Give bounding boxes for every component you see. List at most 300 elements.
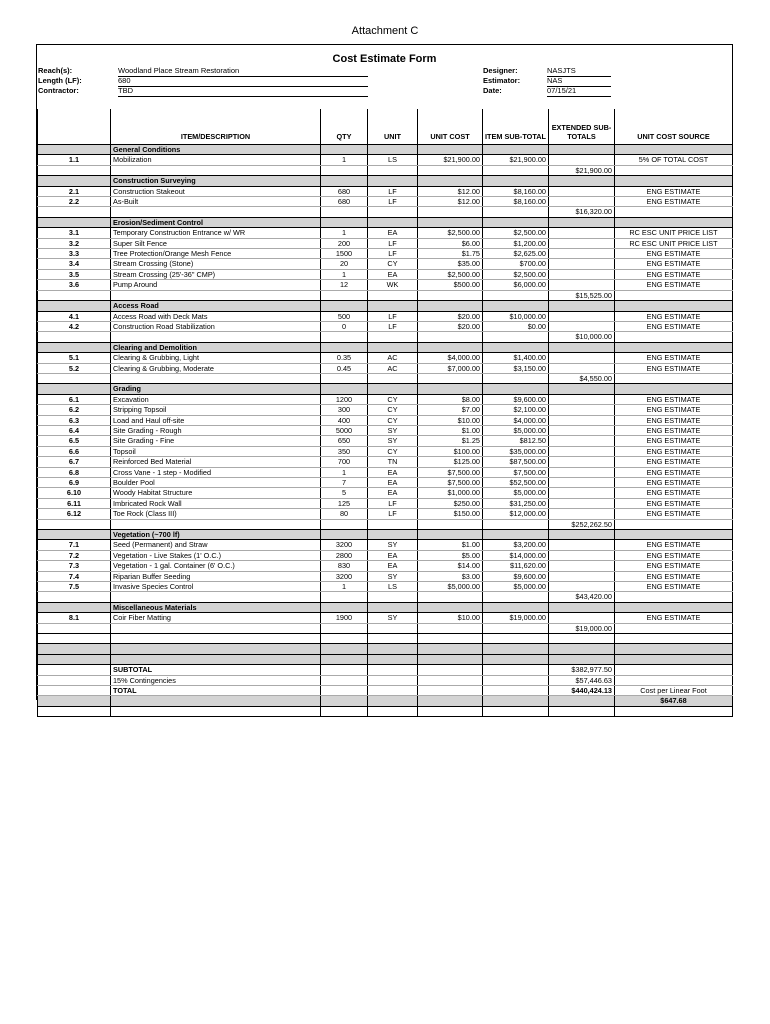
section-blank-cell <box>368 217 418 227</box>
section-header-row <box>38 145 733 155</box>
item-unit-cost: $150.00 <box>418 509 483 519</box>
item-source: ENG ESTIMATE <box>615 425 733 435</box>
spacer-cell <box>38 654 111 664</box>
item-description: Tree Protection/Orange Mesh Fence <box>111 249 321 259</box>
item-number: 6.12 <box>38 509 111 519</box>
item-number: 3.1 <box>38 228 111 238</box>
item-extended-blank <box>549 269 615 279</box>
subtotal-blank-cell <box>38 332 111 342</box>
spacer-cell <box>483 644 549 654</box>
section-title: Miscellaneous Materials <box>111 602 321 612</box>
section-blank-cell <box>483 602 549 612</box>
section-blank-cell <box>615 145 733 155</box>
subtotal-blank-cell <box>418 290 483 300</box>
table-row <box>38 280 733 290</box>
section-blank-cell <box>483 145 549 155</box>
total-label: TOTAL <box>111 686 321 696</box>
subtotal-blank-cell <box>38 207 111 217</box>
item-unit-cost: $14.00 <box>418 561 483 571</box>
spacer-cell <box>321 634 368 644</box>
table-row <box>38 405 733 415</box>
subtotal-blank-cell <box>483 373 549 383</box>
subtotal-blank-cell <box>368 165 418 175</box>
table-row <box>38 186 733 196</box>
item-source: ENG ESTIMATE <box>615 488 733 498</box>
attachment-label: Attachment C <box>351 25 419 37</box>
item-subtotal: $7,500.00 <box>483 467 549 477</box>
section-blank-cell <box>615 602 733 612</box>
table-row <box>38 498 733 508</box>
item-qty: 200 <box>321 238 368 248</box>
item-unit: CY <box>368 446 418 456</box>
section-blank-cell <box>321 176 368 186</box>
section-blank-cell <box>549 342 615 352</box>
reach-label: Reach(s): <box>38 66 73 75</box>
item-extended-blank <box>549 405 615 415</box>
header-unit-cost: UNIT COST <box>418 109 483 145</box>
item-number: 6.9 <box>38 478 111 488</box>
item-extended-blank <box>549 394 615 404</box>
item-unit-cost: $125.00 <box>418 457 483 467</box>
item-unit: LF <box>368 509 418 519</box>
item-qty: 20 <box>321 259 368 269</box>
subtotal-blank-cell <box>38 290 111 300</box>
section-subtotal-row <box>38 519 733 529</box>
item-unit-cost: $3.00 <box>418 571 483 581</box>
section-blank-cell <box>483 342 549 352</box>
item-unit-cost: $6.00 <box>418 238 483 248</box>
item-unit: SY <box>368 540 418 550</box>
section-blank-cell <box>483 530 549 540</box>
spacer-cell <box>111 654 321 664</box>
totals-blank-cell <box>483 665 549 675</box>
table-row <box>38 550 733 560</box>
section-extended-subtotal: $19,000.00 <box>549 623 615 633</box>
item-extended-blank <box>549 582 615 592</box>
item-unit-cost: $10.00 <box>418 613 483 623</box>
subtotal-blank-cell <box>111 207 321 217</box>
item-qty: 3200 <box>321 540 368 550</box>
item-unit: EA <box>368 561 418 571</box>
item-subtotal: $31,250.00 <box>483 498 549 508</box>
item-unit-cost: $2,500.00 <box>418 269 483 279</box>
item-extended-blank <box>549 478 615 488</box>
section-number-cell <box>38 342 111 352</box>
section-title: Construction Surveying <box>111 176 321 186</box>
item-unit-cost: $1.00 <box>418 425 483 435</box>
item-description: Stream Crossing (Stone) <box>111 259 321 269</box>
item-number: 5.2 <box>38 363 111 373</box>
table-row <box>38 425 733 435</box>
table-row <box>38 353 733 363</box>
item-description: Boulder Pool <box>111 478 321 488</box>
item-description: Pump Around <box>111 280 321 290</box>
spacer-cell <box>38 634 111 644</box>
section-blank-cell <box>321 301 368 311</box>
contingency-value: $57,446.63 <box>549 675 615 685</box>
item-qty: 125 <box>321 498 368 508</box>
section-header-row <box>38 342 733 352</box>
item-unit: AC <box>368 353 418 363</box>
item-description: Super Silt Fence <box>111 238 321 248</box>
section-blank-cell <box>368 384 418 394</box>
item-source: ENG ESTIMATE <box>615 582 733 592</box>
item-unit-cost: $12.00 <box>418 186 483 196</box>
item-source: ENG ESTIMATE <box>615 571 733 581</box>
item-source: ENG ESTIMATE <box>615 353 733 363</box>
header-item: ITEM/DESCRIPTION <box>111 109 321 145</box>
subtotal-label: SUBTOTAL <box>111 665 321 675</box>
subtotal-blank-cell <box>418 207 483 217</box>
subtotal-blank-cell <box>368 623 418 633</box>
item-unit-cost: $1,000.00 <box>418 488 483 498</box>
spacer-cell <box>38 644 111 654</box>
item-unit: LF <box>368 238 418 248</box>
item-description: Stream Crossing (25'-36" CMP) <box>111 269 321 279</box>
spacer-cell <box>483 654 549 664</box>
item-number: 6.8 <box>38 467 111 477</box>
table-row <box>38 394 733 404</box>
section-subtotal-row <box>38 165 733 175</box>
subtotal-blank-cell <box>111 592 321 602</box>
subtotal-blank-cell <box>321 290 368 300</box>
item-number: 5.1 <box>38 353 111 363</box>
item-qty: 1 <box>321 582 368 592</box>
item-subtotal: $2,100.00 <box>483 405 549 415</box>
totals-blank-cell <box>418 675 483 685</box>
section-number-cell <box>38 145 111 155</box>
section-blank-cell <box>368 176 418 186</box>
section-subtotal-row <box>38 623 733 633</box>
item-unit: WK <box>368 280 418 290</box>
item-extended-blank <box>549 613 615 623</box>
item-extended-blank <box>549 363 615 373</box>
item-unit: CY <box>368 415 418 425</box>
project-meta <box>38 66 378 98</box>
section-number-cell <box>38 217 111 227</box>
section-blank-cell <box>368 145 418 155</box>
section-subtotal-row <box>38 207 733 217</box>
subtotal-blank-cell <box>615 592 733 602</box>
section-extended-subtotal: $252,262.50 <box>549 519 615 529</box>
item-subtotal: $9,600.00 <box>483 571 549 581</box>
spacer-row <box>38 634 733 644</box>
item-description: Vegetation - Live Stakes (1' O.C.) <box>111 550 321 560</box>
item-description: Topsoil <box>111 446 321 456</box>
item-qty: 400 <box>321 415 368 425</box>
subtotal-blank-cell <box>615 290 733 300</box>
item-extended-blank <box>549 509 615 519</box>
item-number: 4.1 <box>38 311 111 321</box>
item-unit: TN <box>368 457 418 467</box>
item-subtotal: $2,500.00 <box>483 228 549 238</box>
section-header-row <box>38 384 733 394</box>
item-qty: 1200 <box>321 394 368 404</box>
item-qty: 1 <box>321 228 368 238</box>
subtotal-blank-cell <box>483 592 549 602</box>
item-subtotal: $3,150.00 <box>483 363 549 373</box>
estimator-label: Estimator: <box>483 76 521 85</box>
item-subtotal: $5,000.00 <box>483 425 549 435</box>
section-blank-cell <box>549 176 615 186</box>
item-description: Clearing & Grubbing, Light <box>111 353 321 363</box>
item-unit-cost: $1.00 <box>418 540 483 550</box>
section-number-cell <box>38 602 111 612</box>
subtotal-blank-cell <box>111 519 321 529</box>
spacer-row <box>38 644 733 654</box>
item-number: 8.1 <box>38 613 111 623</box>
item-unit-cost: $250.00 <box>418 498 483 508</box>
item-description: Construction Stakeout <box>111 186 321 196</box>
item-unit: LF <box>368 197 418 207</box>
section-extended-subtotal: $16,320.00 <box>549 207 615 217</box>
total-value: $440,424.13 <box>549 686 615 696</box>
item-unit-cost: $4,000.00 <box>418 353 483 363</box>
section-title: General Conditions <box>111 145 321 155</box>
item-extended-blank <box>549 436 615 446</box>
section-blank-cell <box>483 217 549 227</box>
item-number: 6.10 <box>38 488 111 498</box>
section-blank-cell <box>321 145 368 155</box>
item-description: Stripping Topsoil <box>111 405 321 415</box>
item-qty: 7 <box>321 478 368 488</box>
spacer-cell <box>321 706 368 716</box>
item-qty: 0.35 <box>321 353 368 363</box>
item-subtotal: $0.00 <box>483 321 549 331</box>
item-unit: LF <box>368 311 418 321</box>
item-qty: 650 <box>321 436 368 446</box>
item-source: ENG ESTIMATE <box>615 394 733 404</box>
item-extended-blank <box>549 249 615 259</box>
item-source: ENG ESTIMATE <box>615 311 733 321</box>
item-unit-cost: $20.00 <box>418 311 483 321</box>
table-row <box>38 540 733 550</box>
table-row <box>38 436 733 446</box>
item-unit: EA <box>368 488 418 498</box>
item-subtotal: $8,160.00 <box>483 197 549 207</box>
section-title: Clearing and Demolition <box>111 342 321 352</box>
item-description: Reinforced Bed Material <box>111 457 321 467</box>
item-unit-cost: $500.00 <box>418 280 483 290</box>
subtotal-value: $382,977.50 <box>549 665 615 675</box>
table-row <box>38 197 733 207</box>
item-extended-blank <box>549 550 615 560</box>
section-blank-cell <box>549 217 615 227</box>
item-extended-blank <box>549 186 615 196</box>
section-blank-cell <box>615 384 733 394</box>
item-unit: EA <box>368 269 418 279</box>
item-description: Riparian Buffer Seeding <box>111 571 321 581</box>
item-unit-cost: $5.00 <box>418 550 483 560</box>
item-number: 3.4 <box>38 259 111 269</box>
section-blank-cell <box>321 384 368 394</box>
item-subtotal: $5,000.00 <box>483 488 549 498</box>
date-label: Date: <box>483 86 502 95</box>
section-extended-subtotal: $4,550.00 <box>549 373 615 383</box>
estimator-meta <box>483 66 623 98</box>
item-source: ENG ESTIMATE <box>615 259 733 269</box>
item-description: Construction Road Stabilization <box>111 321 321 331</box>
section-extended-subtotal: $21,900.00 <box>549 165 615 175</box>
item-qty: 300 <box>321 405 368 415</box>
item-unit-cost: $20.00 <box>418 321 483 331</box>
spacer-cell <box>321 654 368 664</box>
item-subtotal: $812.50 <box>483 436 549 446</box>
subtotal-blank-cell <box>483 207 549 217</box>
item-extended-blank <box>549 457 615 467</box>
item-subtotal: $1,400.00 <box>483 353 549 363</box>
table-row <box>38 321 733 331</box>
table-row <box>38 259 733 269</box>
totals-blank-cell <box>38 696 111 706</box>
section-blank-cell <box>549 530 615 540</box>
subtotal-blank-cell <box>321 519 368 529</box>
item-unit-cost: $35.00 <box>418 259 483 269</box>
item-qty: 1 <box>321 155 368 165</box>
subtotal-blank-cell <box>483 165 549 175</box>
section-blank-cell <box>321 342 368 352</box>
item-qty: 0.45 <box>321 363 368 373</box>
item-description: Site Grading - Fine <box>111 436 321 446</box>
section-title: Vegetation (~700 lf) <box>111 530 321 540</box>
item-source: ENG ESTIMATE <box>615 321 733 331</box>
section-blank-cell <box>549 301 615 311</box>
subtotal-blank-cell <box>321 373 368 383</box>
subtotal-blank-cell <box>615 519 733 529</box>
cost-estimate-form <box>36 44 733 706</box>
totals-blank-cell <box>615 675 733 685</box>
totals-blank-cell <box>38 665 111 675</box>
item-unit: LS <box>368 582 418 592</box>
item-subtotal: $19,000.00 <box>483 613 549 623</box>
item-unit: AC <box>368 363 418 373</box>
item-unit: SY <box>368 571 418 581</box>
section-blank-cell <box>549 602 615 612</box>
item-description: Cross Vane - 1 step - Modified <box>111 467 321 477</box>
section-title: Erosion/Sediment Control <box>111 217 321 227</box>
subtotal-blank-cell <box>418 592 483 602</box>
subtotal-blank-cell <box>38 373 111 383</box>
item-extended-blank <box>549 415 615 425</box>
totals-blank-cell <box>418 686 483 696</box>
item-unit: SY <box>368 425 418 435</box>
item-source: RC ESC UNIT PRICE LIST <box>615 238 733 248</box>
item-extended-blank <box>549 540 615 550</box>
section-blank-cell <box>368 530 418 540</box>
item-number: 6.6 <box>38 446 111 456</box>
item-number: 3.6 <box>38 280 111 290</box>
item-subtotal: $14,000.00 <box>483 550 549 560</box>
item-number: 3.2 <box>38 238 111 248</box>
item-unit: EA <box>368 550 418 560</box>
date-value: 07/15/21 <box>547 86 611 97</box>
section-number-cell <box>38 301 111 311</box>
item-source: ENG ESTIMATE <box>615 613 733 623</box>
spacer-cell <box>418 644 483 654</box>
totals-blank-cell <box>418 696 483 706</box>
item-extended-blank <box>549 425 615 435</box>
item-unit: EA <box>368 478 418 488</box>
item-qty: 1500 <box>321 249 368 259</box>
item-description: Toe Rock (Class III) <box>111 509 321 519</box>
subtotal-blank-cell <box>483 332 549 342</box>
spacer-cell <box>321 644 368 654</box>
subtotal-blank-cell <box>418 332 483 342</box>
item-extended-blank <box>549 467 615 477</box>
table-row <box>38 488 733 498</box>
section-blank-cell <box>321 217 368 227</box>
item-unit-cost: $7.00 <box>418 405 483 415</box>
contingency-row <box>38 675 733 685</box>
item-extended-blank <box>549 238 615 248</box>
item-unit: CY <box>368 405 418 415</box>
cost-per-lf-row <box>38 696 733 706</box>
subtotal-blank-cell <box>38 592 111 602</box>
item-qty: 1 <box>321 269 368 279</box>
item-subtotal: $11,620.00 <box>483 561 549 571</box>
item-number: 7.1 <box>38 540 111 550</box>
section-blank-cell <box>321 530 368 540</box>
item-number: 2.1 <box>38 186 111 196</box>
subtotal-blank-cell <box>418 519 483 529</box>
section-blank-cell <box>549 384 615 394</box>
spacer-cell <box>615 706 733 716</box>
item-unit: SY <box>368 436 418 446</box>
spacer-cell <box>549 634 615 644</box>
item-number: 4.2 <box>38 321 111 331</box>
item-description: Woody Habitat Structure <box>111 488 321 498</box>
section-blank-cell <box>615 530 733 540</box>
item-extended-blank <box>549 561 615 571</box>
section-number-cell <box>38 530 111 540</box>
item-source: ENG ESTIMATE <box>615 269 733 279</box>
spacer-cell <box>368 654 418 664</box>
item-qty: 3200 <box>321 571 368 581</box>
item-qty: 5 <box>321 488 368 498</box>
table-row <box>38 238 733 248</box>
table-row <box>38 613 733 623</box>
section-title: Access Road <box>111 301 321 311</box>
section-blank-cell <box>483 384 549 394</box>
subtotal-blank-cell <box>483 623 549 633</box>
item-number: 6.3 <box>38 415 111 425</box>
item-unit: LF <box>368 249 418 259</box>
subtotal-blank-cell <box>38 623 111 633</box>
spacer-cell <box>549 644 615 654</box>
item-subtotal: $21,900.00 <box>483 155 549 165</box>
item-extended-blank <box>549 259 615 269</box>
item-source: ENG ESTIMATE <box>615 509 733 519</box>
subtotal-blank-cell <box>321 207 368 217</box>
item-description: Excavation <box>111 394 321 404</box>
item-extended-blank <box>549 498 615 508</box>
subtotal-blank-cell <box>615 373 733 383</box>
spacer-row <box>38 706 733 716</box>
table-row <box>38 571 733 581</box>
spacer-cell <box>615 644 733 654</box>
item-qty: 0 <box>321 321 368 331</box>
item-subtotal: $4,000.00 <box>483 415 549 425</box>
subtotal-blank-cell <box>615 332 733 342</box>
item-unit-cost: $2,500.00 <box>418 228 483 238</box>
item-unit-cost: $7,000.00 <box>418 363 483 373</box>
item-source: ENG ESTIMATE <box>615 249 733 259</box>
totals-blank-cell <box>549 696 615 706</box>
section-number-cell <box>38 176 111 186</box>
item-description: Load and Haul off-site <box>111 415 321 425</box>
subtotal-blank-cell <box>418 373 483 383</box>
item-qty: 12 <box>321 280 368 290</box>
